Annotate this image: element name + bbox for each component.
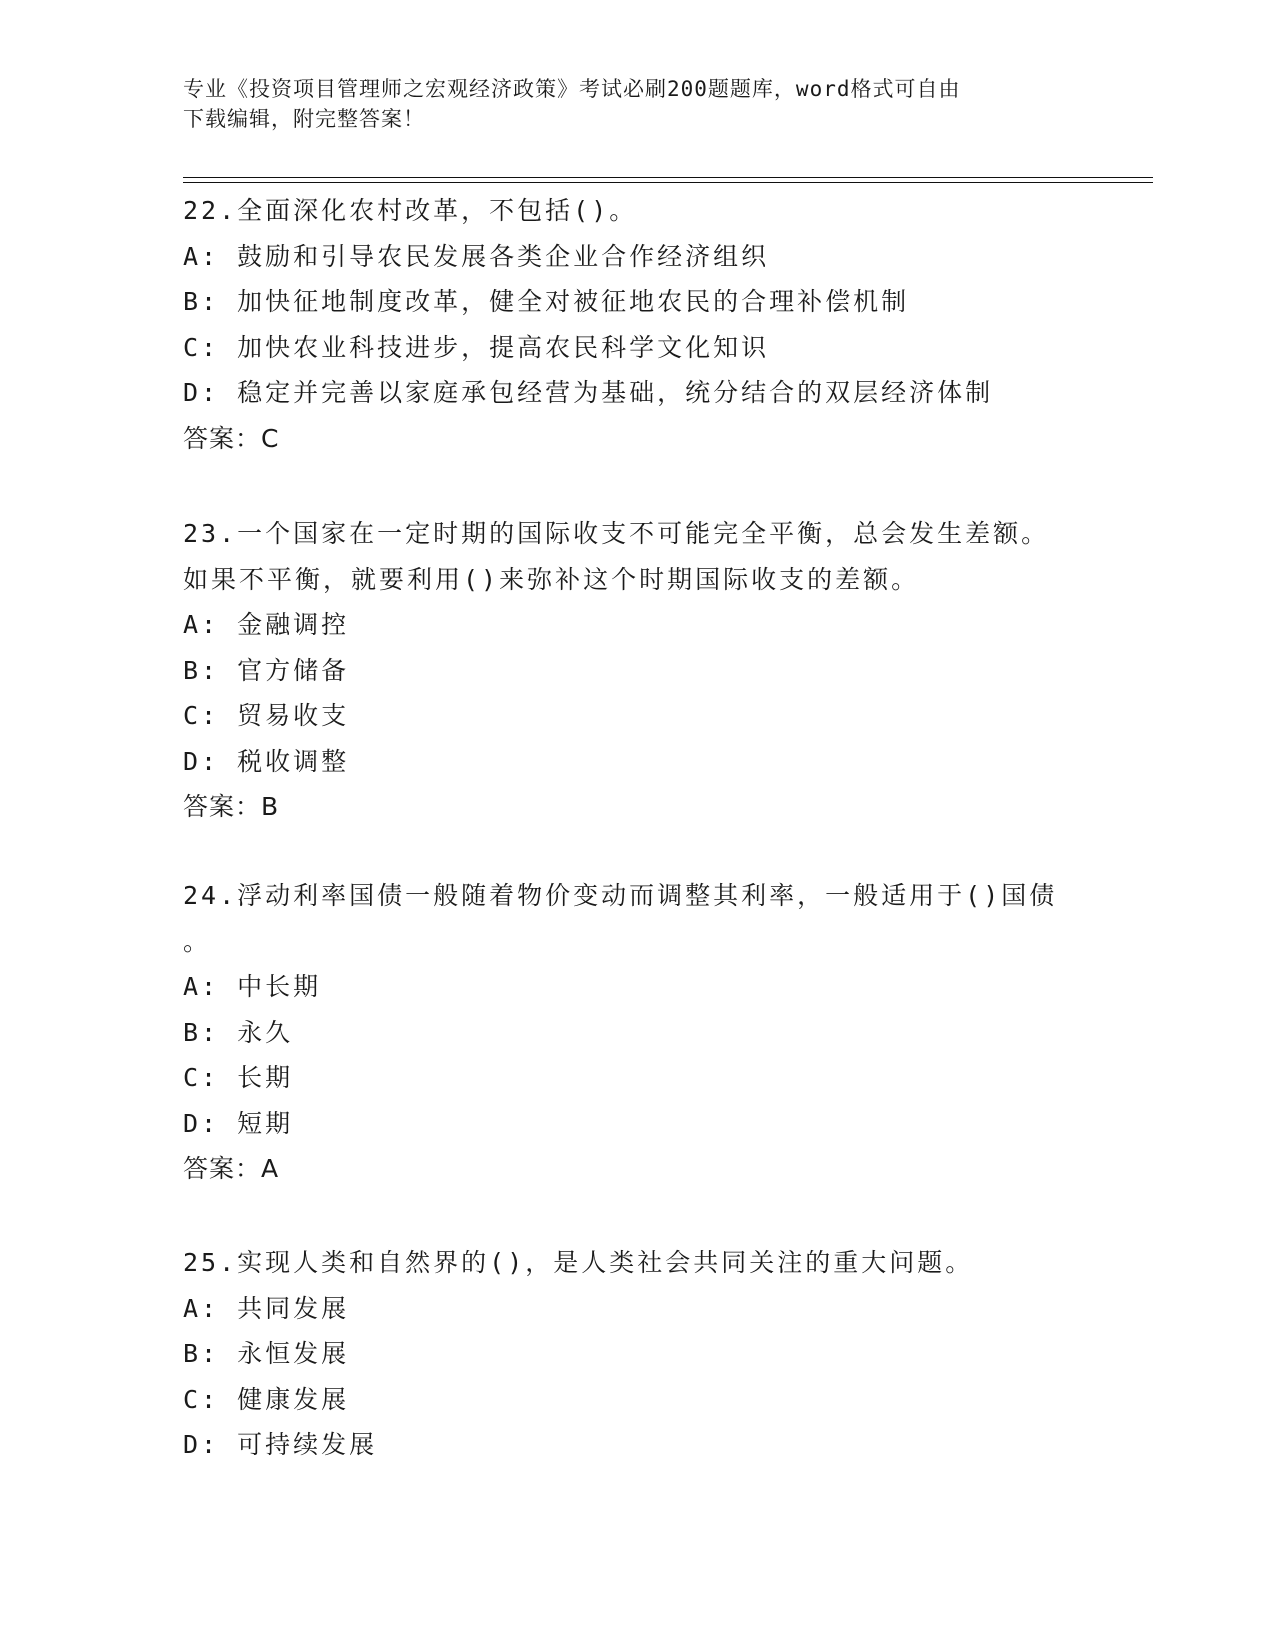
- question-text-continued: 。: [183, 926, 212, 956]
- option-c: C: 贸易收支: [183, 701, 350, 730]
- option-b: B: 永久: [183, 1017, 294, 1047]
- option-d: D: 税收调整: [183, 746, 350, 776]
- answer-text: 答案：C: [183, 423, 280, 453]
- option-c: C: 加快农业科技进步，提高农民科学文化知识: [183, 332, 770, 362]
- header-divider-top: [183, 177, 1153, 178]
- option-c: C: 健康发展: [183, 1384, 350, 1414]
- option-c: C: 长期: [183, 1063, 294, 1092]
- document-header: [183, 74, 1063, 134]
- question-text-continued: 如果不平衡，就要利用()来弥补这个时期国际收支的差额。: [183, 564, 920, 594]
- question-text: 22.全面深化农村改革，不包括()。: [183, 196, 638, 225]
- option-b: B: 永恒发展: [183, 1339, 350, 1368]
- header-line-2: 下载编辑，附完整答案！: [183, 107, 425, 131]
- question-text: 24.浮动利率国债一般随着物价变动而调整其利率，一般适用于()国债: [183, 881, 1058, 910]
- option-d: D: 稳定并完善以家庭承包经营为基础，统分结合的双层经济体制: [183, 378, 994, 407]
- answer-text: 答案：A: [183, 1154, 280, 1183]
- option-a: A: 鼓励和引导农民发展各类企业合作经济组织: [183, 241, 770, 271]
- question-22: [183, 188, 1083, 461]
- question-23: [183, 511, 1083, 830]
- header-divider-bottom: [183, 182, 1153, 183]
- question-text: 25.实现人类和自然界的()，是人类社会共同关注的重大问题。: [183, 1248, 974, 1277]
- option-d: D: 可持续发展: [183, 1430, 378, 1459]
- option-a: A: 金融调控: [183, 610, 350, 639]
- option-a: A: 中长期: [183, 972, 322, 1001]
- question-25: [183, 1240, 1083, 1468]
- option-d: D: 短期: [183, 1108, 294, 1138]
- question-text: 23.一个国家在一定时期的国际收支不可能完全平衡，总会发生差额。: [183, 519, 1050, 548]
- option-a: A: 共同发展: [183, 1293, 350, 1323]
- answer-text: 答案：B: [183, 792, 280, 821]
- option-b: B: 官方储备: [183, 655, 350, 685]
- header-line-1: 专业《投资项目管理师之宏观经济政策》考试必刷200题题库，word格式可自由: [183, 77, 961, 101]
- option-b: B: 加快征地制度改革，健全对被征地农民的合理补偿机制: [183, 287, 910, 316]
- question-24: [183, 873, 1083, 1192]
